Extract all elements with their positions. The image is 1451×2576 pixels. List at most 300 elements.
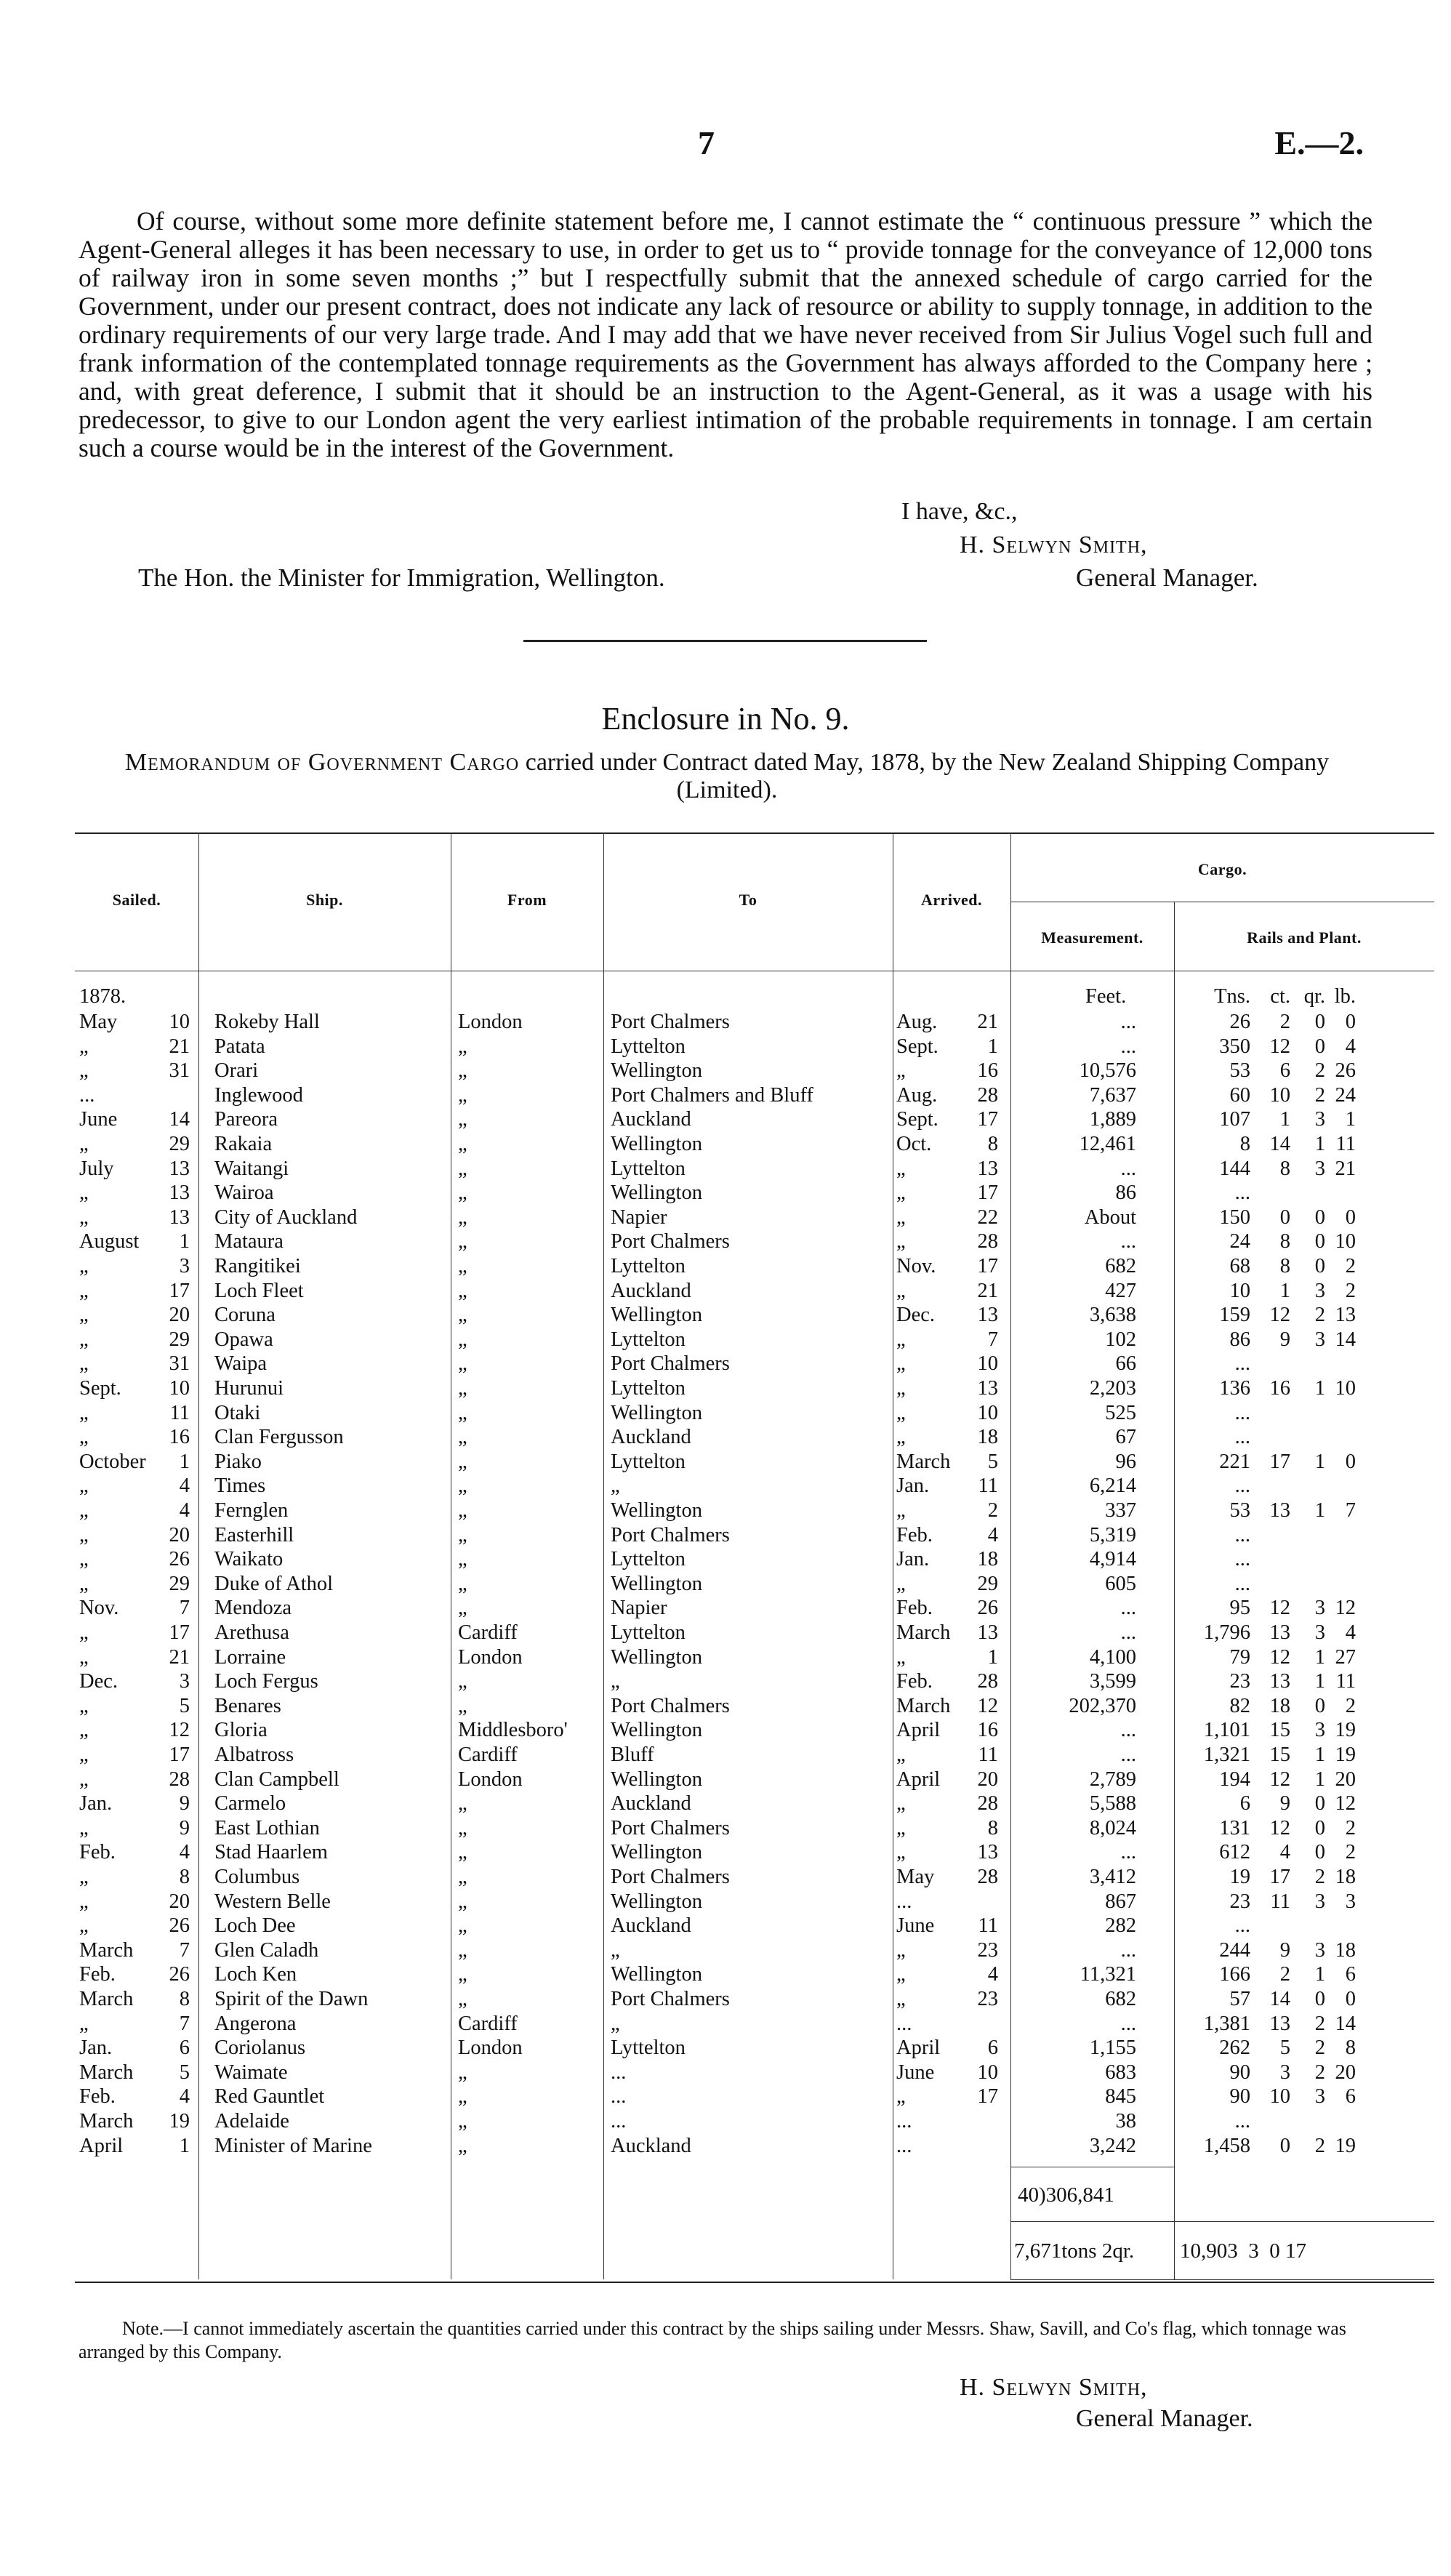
table-row — [75, 1597, 1434, 1621]
cell-from: Cardiff — [458, 1621, 518, 1644]
cell-sm: „ — [79, 1205, 89, 1229]
cell-sm: „ — [79, 1035, 89, 1058]
cell-ad: 13 — [977, 1621, 998, 1644]
letter-body — [79, 207, 1372, 462]
cell-sm: „ — [79, 1279, 89, 1302]
cell-ship: Hurunui — [214, 1377, 284, 1400]
cell-qr: 0 — [1314, 1792, 1325, 1815]
cell-ship: Loch Fergus — [214, 1670, 318, 1693]
cell-sd: 8 — [179, 1988, 190, 2010]
cell-sd: 17 — [169, 1279, 190, 1302]
cell-sd: 14 — [169, 1108, 190, 1131]
cell-t: ... — [1234, 1426, 1250, 1449]
cell-sm: „ — [79, 1548, 89, 1571]
cell-t: ... — [1234, 1401, 1250, 1424]
table-row — [75, 1108, 1434, 1132]
cell-ship: Patata — [214, 1035, 265, 1058]
cell-meas: ... — [1120, 1230, 1136, 1253]
cell-ad: 7 — [987, 1328, 998, 1351]
cell-lb: 0 — [1345, 1011, 1356, 1033]
qr-label: qr. — [1303, 985, 1325, 1008]
table-row — [75, 1841, 1434, 1865]
cell-qr: 3 — [1314, 1719, 1325, 1742]
table-row — [75, 1988, 1434, 2012]
cell-sm: May — [79, 1011, 118, 1033]
cell-lb: 19 — [1335, 1719, 1356, 1742]
cell-am: March — [896, 1450, 951, 1473]
total-tons: 7,671tons 2qr. — [1014, 2239, 1135, 2263]
cell-t: 53 — [1229, 1059, 1250, 1083]
table-row — [75, 1474, 1434, 1498]
cell-to: Lyttelton — [611, 1035, 686, 1058]
cell-t: ... — [1234, 1352, 1250, 1376]
cell-ship: Waikato — [214, 1548, 284, 1571]
cell-ship: Fernglen — [214, 1499, 289, 1522]
cell-ship: East Lothian — [214, 1816, 320, 1839]
cell-meas: 2,789 — [1089, 1768, 1136, 1791]
cell-to: Lyttelton — [611, 1377, 686, 1400]
cell-qr: 1 — [1314, 1133, 1325, 1155]
cell-lb: 19 — [1335, 2134, 1356, 2157]
cell-am: Aug. — [896, 1011, 938, 1033]
cell-qr: 3 — [1314, 1597, 1325, 1620]
cell-ad: 10 — [977, 1352, 998, 1376]
cell-am: „ — [896, 1377, 906, 1400]
cell-lb: 19 — [1335, 1744, 1356, 1766]
cell-meas: 845 — [1105, 2085, 1136, 2108]
cell-to: Wellington — [611, 1645, 702, 1669]
cell-ad: 17 — [977, 1181, 998, 1205]
cell-ad: 8 — [987, 1133, 998, 1155]
cell-am: „ — [896, 1816, 906, 1839]
cell-from: „ — [458, 1401, 467, 1424]
cell-lb: 20 — [1335, 2061, 1356, 2084]
cell-ship: Spirit of the Dawn — [214, 1988, 369, 2010]
cell-sd: 10 — [169, 1011, 190, 1033]
cell-meas: 867 — [1105, 1890, 1136, 1913]
cell-qr: 3 — [1314, 1108, 1325, 1131]
cell-sm: „ — [79, 1133, 89, 1155]
cell-from: „ — [458, 1841, 467, 1864]
cell-from: „ — [458, 2134, 467, 2157]
cell-sd: 21 — [169, 1035, 190, 1058]
cell-to: Wellington — [611, 1304, 702, 1327]
cell-meas: 605 — [1105, 1572, 1136, 1595]
table-row — [75, 1939, 1434, 1963]
cell-to: Auckland — [611, 1426, 691, 1449]
cell-from: Cardiff — [458, 2012, 518, 2035]
cell-ship: Mendoza — [214, 1597, 292, 1620]
cell-ct: 2 — [1279, 1011, 1290, 1033]
cell-qr: 2 — [1314, 1866, 1325, 1888]
cell-t: 90 — [1229, 2061, 1250, 2084]
cell-qr: 1 — [1314, 1645, 1325, 1669]
cell-meas: ... — [1120, 1597, 1136, 1620]
cell-ct: 13 — [1269, 1499, 1290, 1522]
cell-to: Wellington — [611, 1572, 702, 1595]
cell-am: „ — [896, 1426, 906, 1449]
cell-sm: „ — [79, 1255, 89, 1277]
cell-sm: „ — [79, 1744, 89, 1766]
cell-sm: Sept. — [79, 1377, 121, 1400]
cell-meas: 67 — [1115, 1426, 1136, 1449]
cell-sd: 26 — [169, 1963, 190, 1986]
cell-qr: 1 — [1314, 1450, 1325, 1473]
cell-ct: 0 — [1279, 2134, 1290, 2157]
cell-sd: 4 — [179, 1841, 190, 1864]
table-row — [75, 1695, 1434, 1719]
cell-sd: 21 — [169, 1645, 190, 1669]
cell-lb: 4 — [1345, 1035, 1356, 1058]
cell-to: Wellington — [611, 1841, 702, 1864]
cell-sd: 29 — [169, 1572, 190, 1595]
cell-qr: 2 — [1314, 2061, 1325, 2084]
cell-ad: 1 — [987, 1035, 998, 1058]
cell-t: 1,796 — [1203, 1621, 1250, 1644]
cell-am: „ — [896, 1059, 906, 1083]
cell-sd: 11 — [169, 1401, 190, 1424]
cell-meas: ... — [1120, 1841, 1136, 1864]
cell-to: Wellington — [611, 1890, 702, 1913]
cell-from: „ — [458, 1426, 467, 1449]
cell-ct: 14 — [1269, 1133, 1290, 1155]
cell-meas: ... — [1120, 1938, 1136, 1962]
cell-qr: 2 — [1314, 1083, 1325, 1107]
table-row — [75, 1328, 1434, 1352]
cell-qr: 0 — [1314, 1841, 1325, 1864]
cell-t: 23 — [1229, 1670, 1250, 1693]
cell-sm: June — [79, 1108, 118, 1131]
cell-ship: Rangitikei — [214, 1255, 301, 1277]
cell-ad: 18 — [977, 1548, 998, 1571]
cell-ship: Angerona — [214, 2012, 297, 2035]
cell-ad: 5 — [987, 1450, 998, 1473]
cell-ship: Rokeby Hall — [214, 1011, 320, 1033]
cell-from: Cardiff — [458, 1744, 518, 1766]
table-row — [75, 1792, 1434, 1816]
cell-to: Wellington — [611, 1963, 702, 1986]
cell-qr: 1 — [1314, 1499, 1325, 1522]
cell-meas: 8,024 — [1089, 1816, 1136, 1839]
cell-meas: 10,576 — [1079, 1059, 1136, 1083]
cell-to: Wellington — [611, 1499, 702, 1522]
cell-sd: 5 — [179, 1694, 190, 1717]
cell-lb: 26 — [1335, 1059, 1356, 1083]
cell-qr: 0 — [1314, 1988, 1325, 2010]
cell-am: April — [896, 2037, 941, 2060]
header-ship: Ship. — [306, 891, 343, 909]
cell-to: Wellington — [611, 1133, 702, 1155]
cell-t: 1,381 — [1203, 2012, 1250, 2035]
cell-from: „ — [458, 1890, 467, 1913]
cell-sm: „ — [79, 1890, 89, 1913]
cell-sd: 1 — [179, 2134, 190, 2157]
cell-sm: „ — [79, 1694, 89, 1717]
cell-t: 131 — [1219, 1816, 1250, 1839]
cell-ad: 28 — [977, 1230, 998, 1253]
table-row — [75, 1352, 1434, 1376]
table-row — [75, 1133, 1434, 1157]
cell-ship: Albatross — [214, 1744, 294, 1766]
cell-meas: 86 — [1115, 1181, 1136, 1205]
cell-to: Lyttelton — [611, 1157, 686, 1180]
cell-ad: 21 — [977, 1011, 998, 1033]
cell-ad: 8 — [987, 1816, 998, 1839]
cell-meas: 66 — [1115, 1352, 1136, 1376]
cell-ad: 29 — [977, 1572, 998, 1595]
note: Note.—I cannot immediately ascertain the quantities carried under this contract by the ships sailing under Messrs. Shaw, Savill, and Co's flag, which tonnage was arranged by this Company. — [79, 2318, 1346, 2362]
cell-lb: 18 — [1335, 1938, 1356, 1962]
header-from: From — [507, 891, 547, 909]
cell-ship: Adelaide — [214, 2110, 289, 2132]
cell-ct: 15 — [1269, 1719, 1290, 1742]
cell-am: March — [896, 1694, 951, 1717]
cell-ad: 13 — [977, 1304, 998, 1327]
cell-lb: 12 — [1335, 1597, 1356, 1620]
cell-t: 1,321 — [1203, 1744, 1250, 1766]
cell-t: ... — [1234, 2110, 1250, 2132]
cell-from: „ — [458, 1548, 467, 1571]
cell-t: 194 — [1219, 1768, 1250, 1791]
cell-ad: 16 — [977, 1719, 998, 1742]
cell-t: 1,101 — [1203, 1719, 1250, 1742]
cell-lb: 12 — [1335, 1792, 1356, 1815]
cell-ad: 11 — [978, 1474, 998, 1498]
table-row — [75, 2085, 1434, 2109]
cell-sm: ... — [79, 1083, 95, 1107]
header-rails: Rails and Plant. — [1247, 928, 1362, 947]
cell-ad: 28 — [977, 1866, 998, 1888]
cell-to: ... — [611, 2061, 627, 2084]
cell-t: 166 — [1219, 1963, 1250, 1986]
cell-am: „ — [896, 1841, 906, 1864]
cell-sm: „ — [79, 1059, 89, 1083]
cell-meas: 12,461 — [1079, 1133, 1136, 1155]
cell-sd: 6 — [179, 2037, 190, 2060]
cell-am: Dec. — [896, 1304, 936, 1327]
cell-sd: 19 — [169, 2110, 190, 2132]
table-row — [75, 1744, 1434, 1768]
cell-ship: City of Auckland — [214, 1205, 358, 1229]
cell-qr: 3 — [1314, 1890, 1325, 1913]
cell-from: „ — [458, 1694, 467, 1717]
cell-qr: 2 — [1314, 1059, 1325, 1083]
cell-sd: 26 — [169, 1914, 190, 1938]
cell-from: „ — [458, 1866, 467, 1888]
cell-t: ... — [1234, 1474, 1250, 1498]
cell-from: „ — [458, 1377, 467, 1400]
cell-sm: „ — [79, 1523, 89, 1546]
cell-ad: 28 — [977, 1083, 998, 1107]
cell-am: „ — [896, 1938, 906, 1962]
cell-am: „ — [896, 1230, 906, 1253]
cell-ad: 13 — [977, 1377, 998, 1400]
cell-meas: 2,203 — [1089, 1377, 1136, 1400]
table-row — [75, 1280, 1434, 1304]
cell-sd: 7 — [179, 1597, 190, 1620]
cell-from: „ — [458, 1279, 467, 1302]
cell-t: 57 — [1229, 1988, 1250, 2010]
cell-sm: „ — [79, 1719, 89, 1742]
cell-to: Napier — [611, 1205, 667, 1229]
cell-ct: 12 — [1269, 1304, 1290, 1327]
cell-sd: 13 — [169, 1157, 190, 1180]
cell-meas: 4,100 — [1089, 1645, 1136, 1669]
cell-sm: Nov. — [79, 1597, 119, 1620]
cell-am: Sept. — [896, 1035, 938, 1058]
cell-ct: 12 — [1269, 1645, 1290, 1669]
table-row — [75, 1084, 1434, 1108]
cell-lb: 10 — [1335, 1230, 1356, 1253]
cell-ct: 14 — [1269, 1988, 1290, 2010]
cell-ct: 10 — [1269, 2085, 1290, 2108]
cell-to: Wellington — [611, 1768, 702, 1791]
cell-sm: August — [79, 1230, 140, 1253]
cell-ship: Lorraine — [214, 1645, 286, 1669]
table-row — [75, 2013, 1434, 2037]
cell-ship: Minister of Marine — [214, 2134, 372, 2157]
cell-qr: 2 — [1314, 1304, 1325, 1327]
cell-am: April — [896, 1719, 941, 1742]
cell-from: „ — [458, 2110, 467, 2132]
cell-from: „ — [458, 1230, 467, 1253]
cell-am: „ — [896, 1181, 906, 1205]
cell-ad: 26 — [977, 1597, 998, 1620]
cell-from: „ — [458, 1304, 467, 1327]
cell-to: Port Chalmers — [611, 1694, 730, 1717]
cell-ct: 9 — [1279, 1328, 1290, 1351]
cell-t: 82 — [1229, 1694, 1250, 1717]
cell-ship: Waimate — [214, 2061, 288, 2084]
memo-rest: carried under Contract dated May, 1878, by the New Zealand Shipping Company (Limited). — [519, 749, 1330, 803]
cell-to: Port Chalmers — [611, 1866, 730, 1888]
ct-label: ct. — [1270, 985, 1290, 1008]
cell-ad: 4 — [987, 1523, 998, 1546]
cell-from: London — [458, 2037, 523, 2060]
cell-lb: 1 — [1345, 1108, 1356, 1131]
cell-from: „ — [458, 1963, 467, 1986]
cell-qr: 0 — [1314, 1011, 1325, 1033]
cell-qr: 3 — [1314, 1157, 1325, 1180]
table-row — [75, 1573, 1434, 1597]
cell-lb: 0 — [1345, 1988, 1356, 2010]
cell-ship: Piako — [214, 1450, 262, 1473]
cell-ad: 28 — [977, 1670, 998, 1693]
table-row — [75, 1524, 1434, 1548]
cell-sd: 16 — [169, 1426, 190, 1449]
cell-to: „ — [611, 2012, 620, 2035]
cell-lb: 8 — [1345, 2037, 1356, 2060]
table-row — [75, 1450, 1434, 1474]
cell-meas: 5,319 — [1089, 1523, 1136, 1546]
cell-sd: 17 — [169, 1744, 190, 1766]
cell-t: ... — [1234, 1572, 1250, 1595]
cell-ad: 21 — [977, 1279, 998, 1302]
cell-ad: 22 — [977, 1205, 998, 1229]
cell-am: „ — [896, 1157, 906, 1180]
header-to: To — [739, 891, 757, 909]
note-signatory-title: General Manager. — [1076, 2405, 1253, 2432]
cell-sm: Dec. — [79, 1670, 118, 1693]
cell-meas: ... — [1120, 1157, 1136, 1180]
cell-sm: „ — [79, 1426, 89, 1449]
cell-t: 60 — [1229, 1083, 1250, 1107]
cell-lb: 11 — [1335, 1670, 1356, 1693]
cell-am: Sept. — [896, 1108, 938, 1131]
table-row — [75, 2135, 1434, 2159]
cell-ship: Carmelo — [214, 1792, 286, 1815]
table-row — [75, 1817, 1434, 1841]
cell-ct: 12 — [1269, 1597, 1290, 1620]
cell-am: „ — [896, 1352, 906, 1376]
cell-ship: Benares — [214, 1694, 281, 1717]
cell-ct: 13 — [1269, 1621, 1290, 1644]
cell-from: „ — [458, 2061, 467, 2084]
divider — [523, 640, 927, 642]
cell-ship: Arethusa — [214, 1621, 289, 1644]
cell-meas: 337 — [1105, 1499, 1136, 1522]
memo-title — [109, 749, 1345, 804]
cell-to: Wellington — [611, 1401, 702, 1424]
cell-am: „ — [896, 1645, 906, 1669]
cell-am: „ — [896, 1205, 906, 1229]
cell-ct: 8 — [1279, 1255, 1290, 1277]
cell-meas: 5,588 — [1089, 1792, 1136, 1815]
cell-from: „ — [458, 1914, 467, 1938]
table-row — [75, 1670, 1434, 1694]
cell-ct: 10 — [1269, 1083, 1290, 1107]
cell-to: „ — [611, 1474, 620, 1498]
cell-ct: 9 — [1279, 1938, 1290, 1962]
cell-meas: 6,214 — [1089, 1474, 1136, 1498]
cell-ad: 11 — [978, 1914, 998, 1938]
cell-from: „ — [458, 1181, 467, 1205]
cell-sd: 12 — [169, 1719, 190, 1742]
cell-ct: 11 — [1270, 1890, 1290, 1913]
cell-to: Auckland — [611, 1279, 691, 1302]
cell-lb: 11 — [1335, 1133, 1356, 1155]
cell-sm: Feb. — [79, 2085, 116, 2108]
cell-sm: „ — [79, 1866, 89, 1888]
cell-lb: 2 — [1345, 1694, 1356, 1717]
cell-am: March — [896, 1621, 951, 1644]
cell-to: Bluff — [611, 1744, 654, 1766]
cell-meas: ... — [1120, 1011, 1136, 1033]
cell-ship: Stad Haarlem — [214, 1841, 328, 1864]
cell-sm: „ — [79, 1181, 89, 1205]
cell-lb: 2 — [1345, 1279, 1356, 1302]
cell-ship: Opawa — [214, 1328, 273, 1351]
feet-label: Feet. — [1085, 985, 1127, 1008]
cell-to: „ — [611, 1670, 620, 1693]
cell-t: 24 — [1229, 1230, 1250, 1253]
cell-ship: Inglewood — [214, 1083, 303, 1107]
cell-from: „ — [458, 1157, 467, 1180]
cell-from: Middlesboro' — [458, 1719, 568, 1742]
cell-meas: 202,370 — [1069, 1694, 1136, 1717]
cell-ad: 2 — [987, 1499, 998, 1522]
cell-sm: „ — [79, 1914, 89, 1938]
cell-sm: „ — [79, 2012, 89, 2035]
cell-to: Port Chalmers — [611, 1352, 730, 1376]
series-code: E.—2. — [1274, 124, 1364, 161]
cell-ad: 6 — [987, 2037, 998, 2060]
table-bottom-rule — [75, 2282, 1434, 2283]
cell-lb: 7 — [1345, 1499, 1356, 1522]
cell-t: 10 — [1229, 1279, 1250, 1302]
cell-lb: 6 — [1345, 2085, 1356, 2108]
units-row — [75, 985, 1434, 1009]
